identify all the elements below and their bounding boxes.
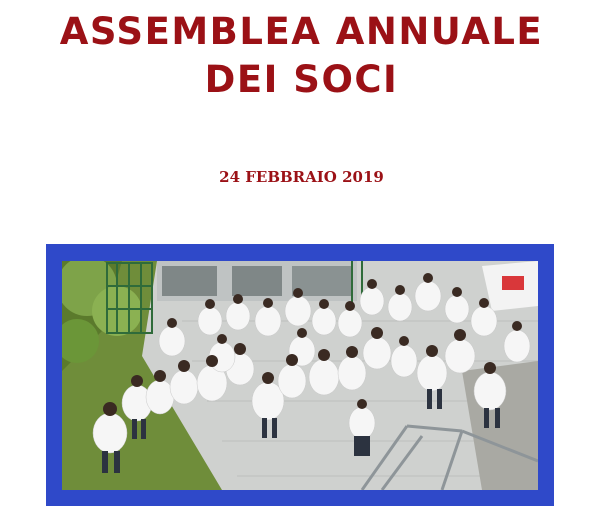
page-title-line-1: ASSEMBLEA ANNUALE — [59, 10, 544, 53]
page-title-line-2: DEI SOCI — [204, 58, 399, 101]
group-photo — [62, 261, 538, 490]
group-photo-illustration — [62, 261, 538, 490]
photo-frame — [46, 244, 554, 506]
event-date: 24 FEBBRAIO 2019 — [219, 168, 384, 186]
